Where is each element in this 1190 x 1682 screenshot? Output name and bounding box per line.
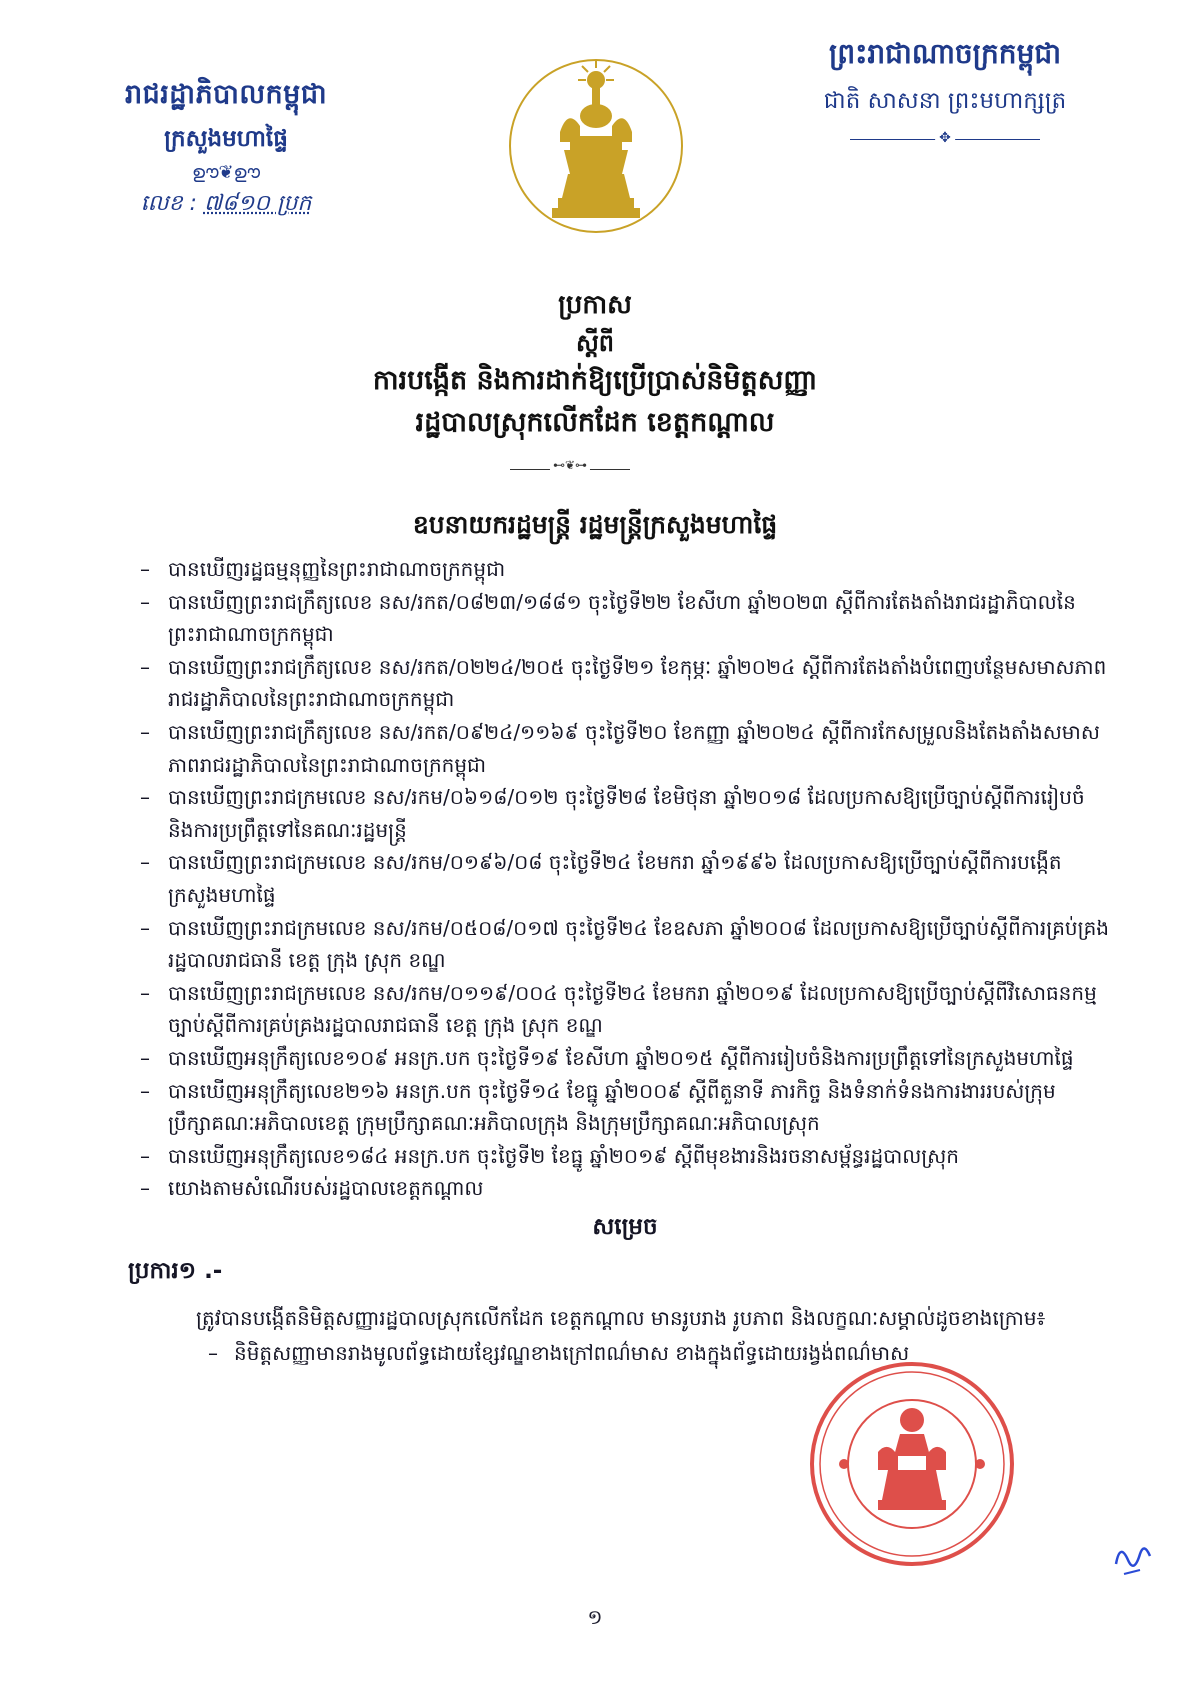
article-1-sub-item: – និមិត្តសញ្ញាមានរាងមូលព័ទ្ធដោយខ្សែវណ្ឌខាងក្រៅពណ៌មាស ខាងក្នុងព័ទ្ធដោយរង្វង់ពណ៌មាស <box>140 1337 1110 1370</box>
title-divider <box>510 458 630 473</box>
consideration-item: – បានឃើញព្រះរាជក្រឹត្យលេខ នស/រកត/០២២៤/២០៥ ចុះថ្ងៃទី២១ ខែកុម្ភៈ ឆ្នាំ២០២៤ ស្តីពីការតែងតាំងបំពេញបន្ថែមសមាសភាពរាជរដ្ឋាភិបាលនៃព្រះរាជាណាចក្រកម្ពុជា <box>140 651 1110 716</box>
motto-divider <box>850 130 1040 146</box>
header-ornament: ഊ❦ഊ <box>191 162 261 183</box>
consideration-item: – បានឃើញព្រះរាជក្រឹត្យលេខ នស/រកត/០៨២៣/១៨៨១ ចុះថ្ងៃទី២២ ខែសីហា ឆ្នាំ២០២៣ ស្តីពីការតែងតាំងរាជរដ្ឋាភិបាលនៃព្រះរាជាណាចក្រកម្ពុជា <box>140 586 1110 651</box>
government-name: រាជរដ្ឋាភិបាលកម្ពុជា <box>124 79 328 110</box>
initials-mark-icon <box>1110 1534 1158 1580</box>
consideration-item: – បានឃើញអនុក្រឹត្យលេខ១៨៤ អនក្រ.បក ចុះថ្ងៃទី២ ខែធ្នូ ឆ្នាំ២០១៩ ស្តីពីមុខងារនិងរចនាសម្ព័ន្ធរដ្ឋបាលស្រុក <box>140 1140 1110 1173</box>
ministry-name: ក្រសួងមហាផ្ទៃ <box>164 126 288 152</box>
decision-heading: សម្រេច <box>592 1213 658 1240</box>
document-number-label: លេខ : <box>140 191 197 216</box>
subject-line-1: ការបង្កើត និងការដាក់ឱ្យប្រើប្រាស់និមិត្តសញ្ញា <box>372 365 818 396</box>
title-divider-ornament: ⊷❦⊶ <box>550 458 590 472</box>
consideration-item: – បានឃើញអនុក្រឹត្យលេខ២១៦ អនក្រ.បក ចុះថ្ងៃទី១៤ ខែធ្នូ ឆ្នាំ២០០៩ ស្តីពីតួនាទី ភារកិច្ច និងទំនាក់ទំនងការងាររបស់ក្រុមប្រឹក្សាគណៈអភិបាលខេត្ត ក្រុមប្រឹក្សាគណៈអភិបាលក្រុង និងក្រុមប្រឹក្សាគណៈអភិបាលស្រុក <box>140 1075 1110 1140</box>
document-number <box>96 189 356 221</box>
article-1-paragraph: ត្រូវបានបង្កើតនិមិត្តសញ្ញារដ្ឋបាលស្រុកលើកដែក ខេត្តកណ្តាល មានរូបរាង រូបភាព និងលក្ខណៈសម្គាល់ដូចខាងក្រោម៖ <box>196 1306 1046 1331</box>
document-number-value: ៧៨១០ ប្រក <box>203 191 312 216</box>
page-number: ១ <box>587 1605 603 1629</box>
consideration-item: – បានឃើញព្រះរាជក្រមលេខ នស/រកម/០៦១៨/០១២ ចុះថ្ងៃទី២៨ ខែមិថុនា ឆ្នាំ២០១៨ ដែលប្រកាសឱ្យប្រើច្បាប់ស្តីពីការរៀបចំនិងការប្រព្រឹត្តទៅនៃគណៈរដ្ឋមន្ត្រី <box>140 781 1110 846</box>
consideration-item: – បានឃើញព្រះរាជក្រមលេខ នស/រកម/០៥០៨/០១៧ ចុះថ្ងៃទី២៤ ខែឧសភា ឆ្នាំ២០០៨ ដែលប្រកាសឱ្យប្រើច្បាប់ស្តីពីការគ្រប់គ្រងរដ្ឋបាលរាជធានី ខេត្ត ក្រុង ស្រុក ខណ្ឌ <box>140 912 1110 977</box>
consideration-item: – បានឃើញអនុក្រឹត្យលេខ១០៩ អនក្រ.បក ចុះថ្ងៃទី១៩ ខែសីហា ឆ្នាំ២០១៥ ស្តីពីការរៀបចំនិងការប្រព្រឹត្តទៅនៃក្រសួងមហាផ្ទៃ <box>140 1042 1110 1075</box>
consideration-item: – បានឃើញរដ្ឋធម្មនុញ្ញនៃព្រះរាជាណាចក្រកម្ពុជា <box>140 553 1110 586</box>
consideration-item: – បានឃើញព្រះរាជក្រមលេខ នស/រកម/០១៩៦/០៨ ចុះថ្ងៃទី២៤ ខែមករា ឆ្នាំ១៩៩៦ ដែលប្រកាសឱ្យប្រើច្បាប់ស្តីពីការបង្កើតក្រសួងមហាផ្ទៃ <box>140 846 1110 911</box>
document-body <box>128 553 1110 1369</box>
subject-line-2: រដ្ឋបាលស្រុកលើកដែក ខេត្តកណ្តាល <box>415 407 775 438</box>
issuer-title: ឧបនាយករដ្ឋមន្ត្រី រដ្ឋមន្ត្រីក្រសួងមហាផ្ទៃ <box>412 510 778 539</box>
royal-emblem-icon <box>508 50 684 240</box>
consideration-item: – បានឃើញព្រះរាជក្រមលេខ នស/រកម/០១១៩/០០៤ ចុះថ្ងៃទី២៤ ខែមករា ឆ្នាំ២០១៩ ដែលប្រកាសឱ្យប្រើច្បាប់ស្តីពីវិសោធនកម្មច្បាប់ស្តីពីការគ្រប់គ្រងរដ្ឋបាលរាជធានី ខេត្ត ក្រុង ស្រុក ខណ្ឌ <box>140 977 1110 1042</box>
consideration-item: – យោងតាមសំណើរបស់រដ្ឋបាលខេត្តកណ្តាល <box>140 1172 1110 1205</box>
about-label: ស្តីពី <box>575 329 615 357</box>
consideration-item: – បានឃើញព្រះរាជក្រឹត្យលេខ នស/រកត/០៩២៤/១១៦៩ ចុះថ្ងៃទី២០ ខែកញ្ញា ឆ្នាំ២០២៤ ស្តីពីការកែសម្រួលនិងតែងតាំងសមាសភាពរាជរដ្ឋាភិបាលនៃព្រះរាជាណាចក្រកម្ពុជា <box>140 716 1110 781</box>
issuing-authority <box>96 78 356 221</box>
national-motto: ជាតិ សាសនា ព្រះមហាក្សត្រ <box>823 88 1067 114</box>
article-1-label: ប្រការ១ .- <box>128 1258 223 1285</box>
official-seal-icon <box>808 1360 1016 1568</box>
document-type: ប្រកាស <box>558 290 632 320</box>
kingdom-header <box>780 36 1110 144</box>
motto-divider-ornament: ✥ <box>935 130 955 146</box>
kingdom-name: ព្រះរាជាណាចក្រកម្ពុជា <box>828 37 1061 70</box>
